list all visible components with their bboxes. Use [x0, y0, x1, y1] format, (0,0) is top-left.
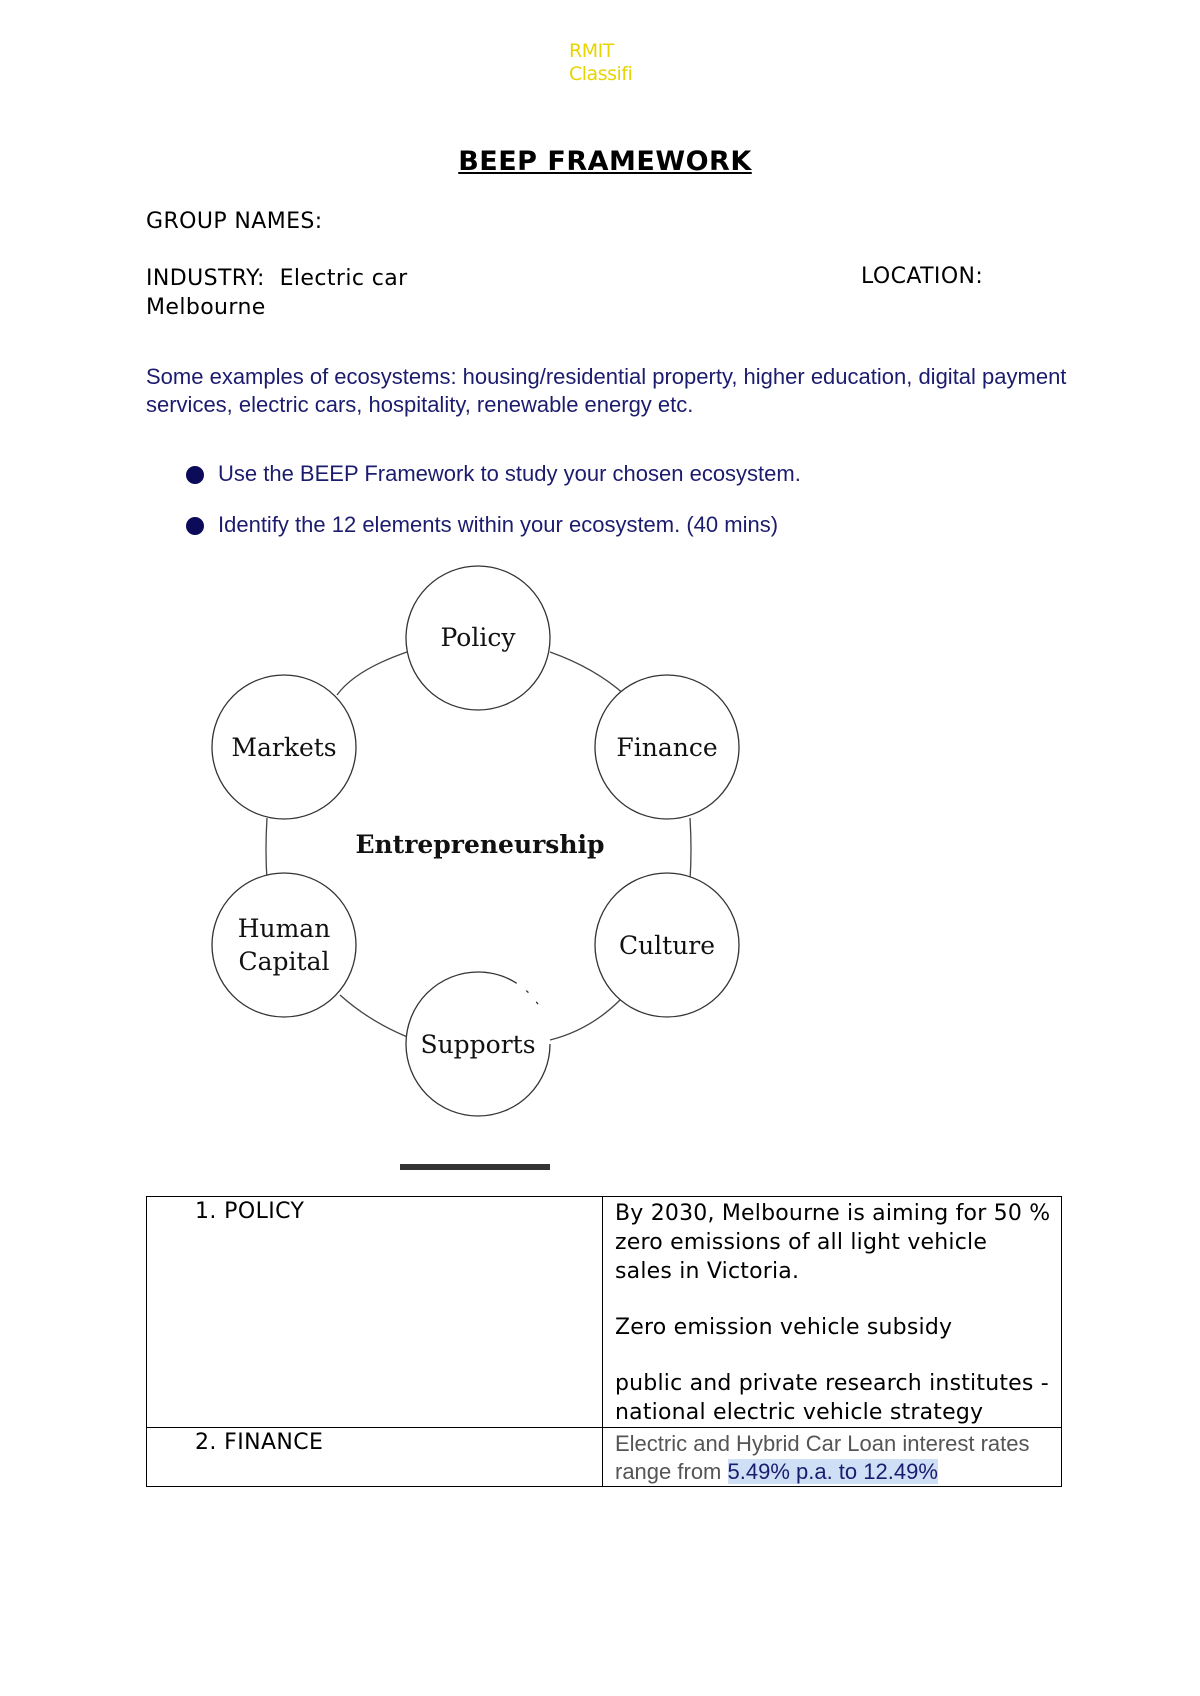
classification-line-1: RMIT [569, 40, 614, 62]
row-content-cell [603, 1428, 1062, 1487]
industry-label: INDUSTRY: [146, 266, 265, 291]
node-label-capital: Capital [238, 947, 330, 976]
ecosystem-examples: Some examples of ecosystems: housing/residential property, higher education, digital payment services, electric cars, hospitality, renewable energy etc. [146, 364, 1067, 417]
node-label-human: Human [237, 914, 331, 943]
classification-line-2: Classifi [569, 63, 633, 85]
bullet-dot-icon [186, 466, 204, 484]
node-label-policy: Policy [440, 623, 516, 652]
policy-paragraph: By 2030, Melbourne is aiming for 50 % zero emissions of all light vehicle sales in Victoria. [615, 1201, 1051, 1284]
industry-line [146, 264, 408, 293]
connector-line [340, 995, 410, 1038]
human-capital-node [212, 873, 356, 1017]
finance-highlighted-rate: 5.49% p.a. to 12.49% [727, 1459, 938, 1484]
row-label: 2. FINANCE [195, 1430, 324, 1455]
connector-line [550, 1000, 620, 1040]
connector-line [550, 652, 625, 695]
location-label: LOCATION: [861, 264, 984, 289]
bullet-dot-icon [186, 517, 204, 535]
connector-line [337, 652, 407, 695]
document-title: BEEP FRAMEWORK [458, 146, 752, 177]
node-label-finance: Finance [616, 733, 718, 762]
bullet-text: Identify the 12 elements within your ecosystem. (40 mins) [218, 512, 779, 537]
row-label-cell [147, 1428, 603, 1487]
classification-label [569, 40, 632, 86]
node-label-supports: Supports [420, 1030, 536, 1059]
table-row [147, 1197, 1062, 1428]
row-content-cell [603, 1197, 1062, 1428]
industry-value: Electric car [279, 266, 408, 291]
connector-line [266, 818, 267, 880]
location-value: Melbourne [146, 295, 266, 320]
connector-line [690, 818, 691, 880]
row-label-cell [147, 1197, 603, 1428]
group-names-label: GROUP NAMES: [146, 209, 323, 234]
beep-framework-diagram [200, 560, 760, 1170]
policy-paragraph: public and private research institutes - national electric vehicle strategy [615, 1371, 1049, 1425]
table-row [147, 1428, 1062, 1487]
bullet-text: Use the BEEP Framework to study your chosen ecosystem. [218, 461, 801, 486]
beep-elements-table [146, 1196, 1062, 1487]
policy-paragraph: Zero emission vehicle subsidy [615, 1315, 953, 1340]
node-label-markets: Markets [231, 733, 337, 762]
cropped-caption-fragment [400, 1164, 550, 1170]
diagram-center-label: Entrepreneurship [355, 830, 605, 859]
node-label-culture: Culture [618, 931, 716, 960]
row-label: 1. POLICY [195, 1199, 305, 1224]
finance-text: Electric and Hybrid Car Loan interest rates range from [615, 1431, 1030, 1484]
